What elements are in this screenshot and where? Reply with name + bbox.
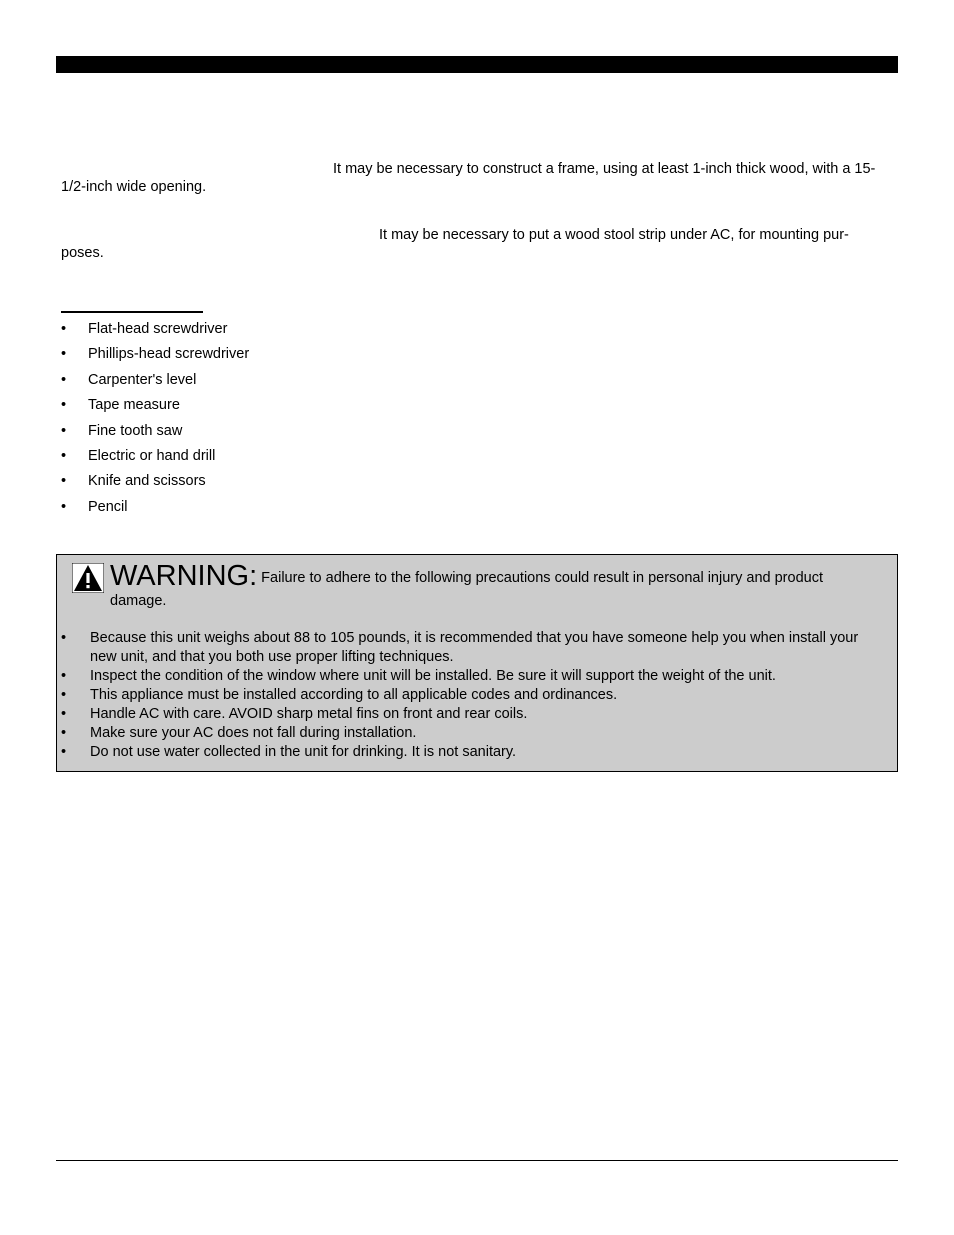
list-item: • Flat-head screwdriver [61, 321, 228, 337]
list-item: • Tape measure [61, 397, 180, 414]
warning-text: Failure to adhere to the following precautions could result in personal injury and product damage. [110, 570, 823, 609]
list-item: • Do not use water collected in the unit for drinking. It is not sanitary. [61, 744, 517, 760]
stool-paragraph [61, 226, 891, 262]
stool-text: It may be necessary to put a wood stool strip under AC, for mounting pur-poses. [61, 227, 849, 261]
list-item: • Knife and scissors [61, 473, 206, 490]
list-item: • Pencil [61, 498, 128, 515]
warning-list [61, 629, 887, 762]
tools-list [61, 320, 249, 523]
list-item: • Because this unit weighs about 88 to 105 pounds, it is recommended that you have someone help you when install your new unit, and that you both use proper lifting techniques. [61, 630, 859, 665]
list-item: • Electric or hand drill [61, 447, 216, 464]
list-item: • Make sure your AC does not fall during installation. [61, 725, 417, 741]
tools-heading-underline [61, 311, 203, 313]
footer-rule [56, 1160, 898, 1161]
header-bar [56, 56, 898, 73]
list-item: • Phillips-head screwdriver [61, 346, 250, 363]
list-item: • Handle AC with care. AVOID sharp metal fins on front and rear coils. [61, 706, 528, 722]
warning-heading [110, 561, 880, 611]
list-item: • Carpenter's level [61, 371, 197, 388]
frame-paragraph [61, 160, 891, 196]
list-item: • Inspect the condition of the window where unit will be installed. Be sure it will support the weight of the unit. [61, 668, 776, 684]
warning-title: WARNING: [110, 560, 258, 592]
warning-box [56, 554, 898, 772]
frame-text: It may be necessary to construct a frame, using at least 1-inch thick wood, with a 15-1/2-inch wide opening. [61, 161, 876, 195]
warning-triangle-icon [72, 563, 104, 593]
list-item: • Fine tooth saw [61, 422, 183, 439]
list-item: • This appliance must be installed according to all applicable codes and ordinances. [61, 687, 618, 703]
